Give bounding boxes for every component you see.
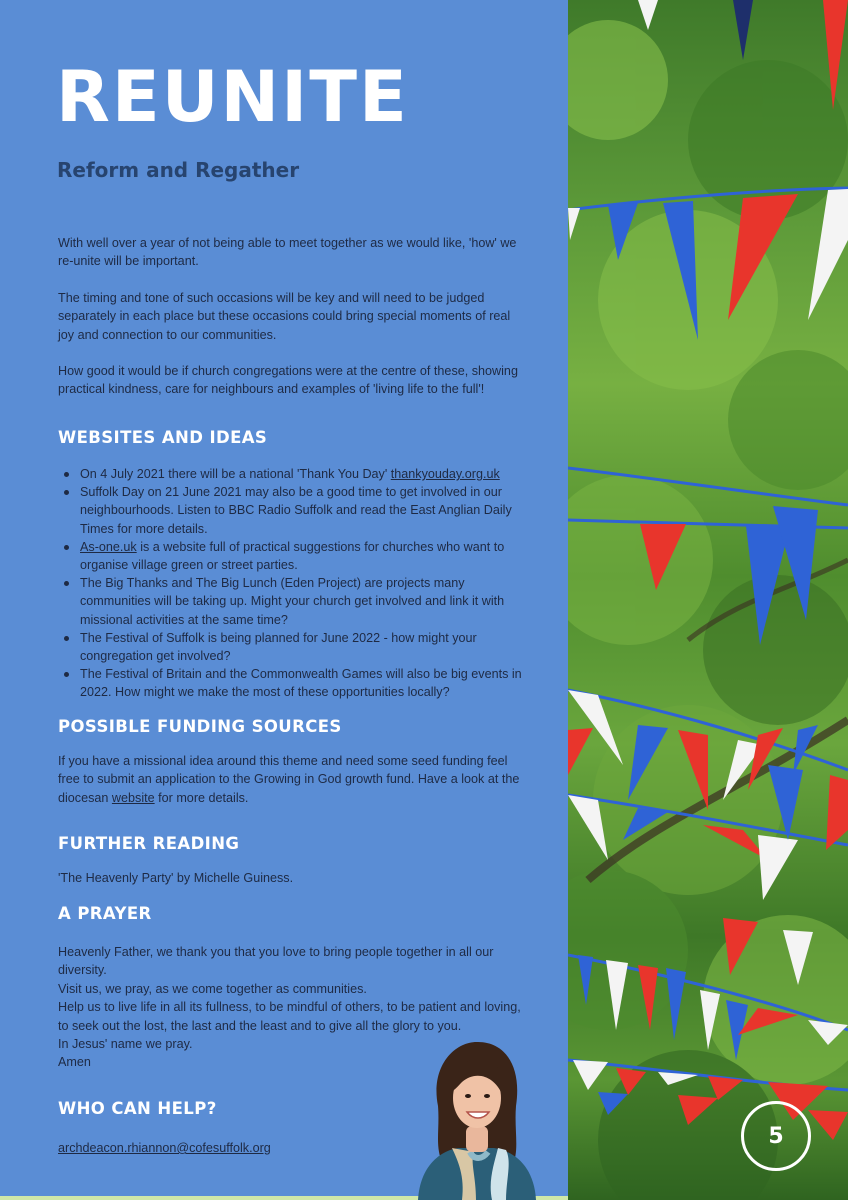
prayer-line: Help us to live life in all its fullness, to be mindful of others, to be patient and loving, to seek out the lost, the last and the least and to give all the glory to you.	[58, 1000, 521, 1033]
bunting-illustration	[568, 0, 848, 1200]
websites-list	[58, 465, 528, 702]
list-item	[58, 538, 528, 574]
websites-heading: WEBSITES AND IDEAS	[58, 428, 268, 447]
funding-paragraph	[58, 752, 528, 807]
bunting-photo	[568, 0, 848, 1200]
page-number-badge: 5	[741, 1101, 811, 1171]
funding-heading: POSSIBLE FUNDING SOURCES	[58, 717, 342, 736]
list-item-text: The Festival of Suffolk is being planned for June 2022 - how might your congregation get involved?	[80, 630, 477, 664]
page-title: REUNITE	[56, 56, 409, 138]
list-item-text: On 4 July 2021 there will be a national 'Thank You Day'	[80, 467, 391, 481]
prayer-line: Visit us, we pray, as we come together as communities.	[58, 981, 367, 996]
list-item-text: The Festival of Britain and the Commonwealth Games will also be big events in 2022. How might we make the most of these opportunities locally?	[80, 667, 522, 700]
list-item-text: The Big Thanks and The Big Lunch (Eden Project) are projects many communities will be taking up. Might your church get involved and link it with missional activities at the same time?	[80, 576, 505, 627]
list-item	[58, 629, 528, 665]
list-item	[58, 465, 528, 483]
who-can-help-heading: WHO CAN HELP?	[58, 1099, 217, 1118]
prayer-line: In Jesus' name we pray.	[58, 1037, 193, 1052]
as-one-link[interactable]: As-one.uk	[80, 539, 137, 554]
thankyouday-link[interactable]: thankyouday.org.uk	[390, 467, 500, 481]
intro-paragraph-1: With well over a year of not being able to meet together as we would like, 'how' we re-unite will be important.	[58, 236, 517, 269]
further-reading-heading: FURTHER READING	[58, 834, 240, 853]
list-item-text: Suffolk Day on 21 June 2021 may also be a good time to get involved in our neighbourhoods. Listen to BBC Radio Suffolk and read the East Anglian Daily Times for more details.	[80, 485, 512, 536]
page-subtitle: Reform and Regather	[57, 158, 300, 182]
diocesan-website-link[interactable]: website	[111, 790, 155, 805]
portrait-illustration	[410, 1036, 540, 1200]
list-item	[58, 665, 528, 701]
list-item	[58, 574, 528, 629]
prayer-line: Amen	[58, 1055, 91, 1070]
prayer-heading: A PRAYER	[58, 904, 152, 923]
list-item-text: is a website full of practical suggestions for churches who want to organise village green or street parties.	[80, 539, 505, 573]
intro-paragraph-3: How good it would be if church congregations were at the centre of these, showing practical kindness, care for neighbours and examples of 'living life to the full'!	[58, 364, 518, 397]
intro-paragraph-2: The timing and tone of such occasions will be key and will need to be judged separately in each place but these occasions could bring special moments of real joy and connection to our communities.	[58, 291, 511, 342]
funding-text: If you have a missional idea around this theme and need some seed funding feel free to submit an application to the Growing in God growth fund. Have a look at the diocesan	[58, 754, 520, 805]
contact-email-link[interactable]: archdeacon.rhiannon@cofesuffolk.org	[58, 1141, 271, 1155]
archdeacon-portrait	[410, 1036, 540, 1200]
further-reading-text: 'The Heavenly Party' by Michelle Guiness.	[58, 871, 294, 885]
list-item	[58, 483, 528, 538]
prayer-line: Heavenly Father, we thank you that you love to bring people together in all our diversity.	[58, 945, 494, 978]
funding-text-end: for more details.	[154, 790, 249, 805]
